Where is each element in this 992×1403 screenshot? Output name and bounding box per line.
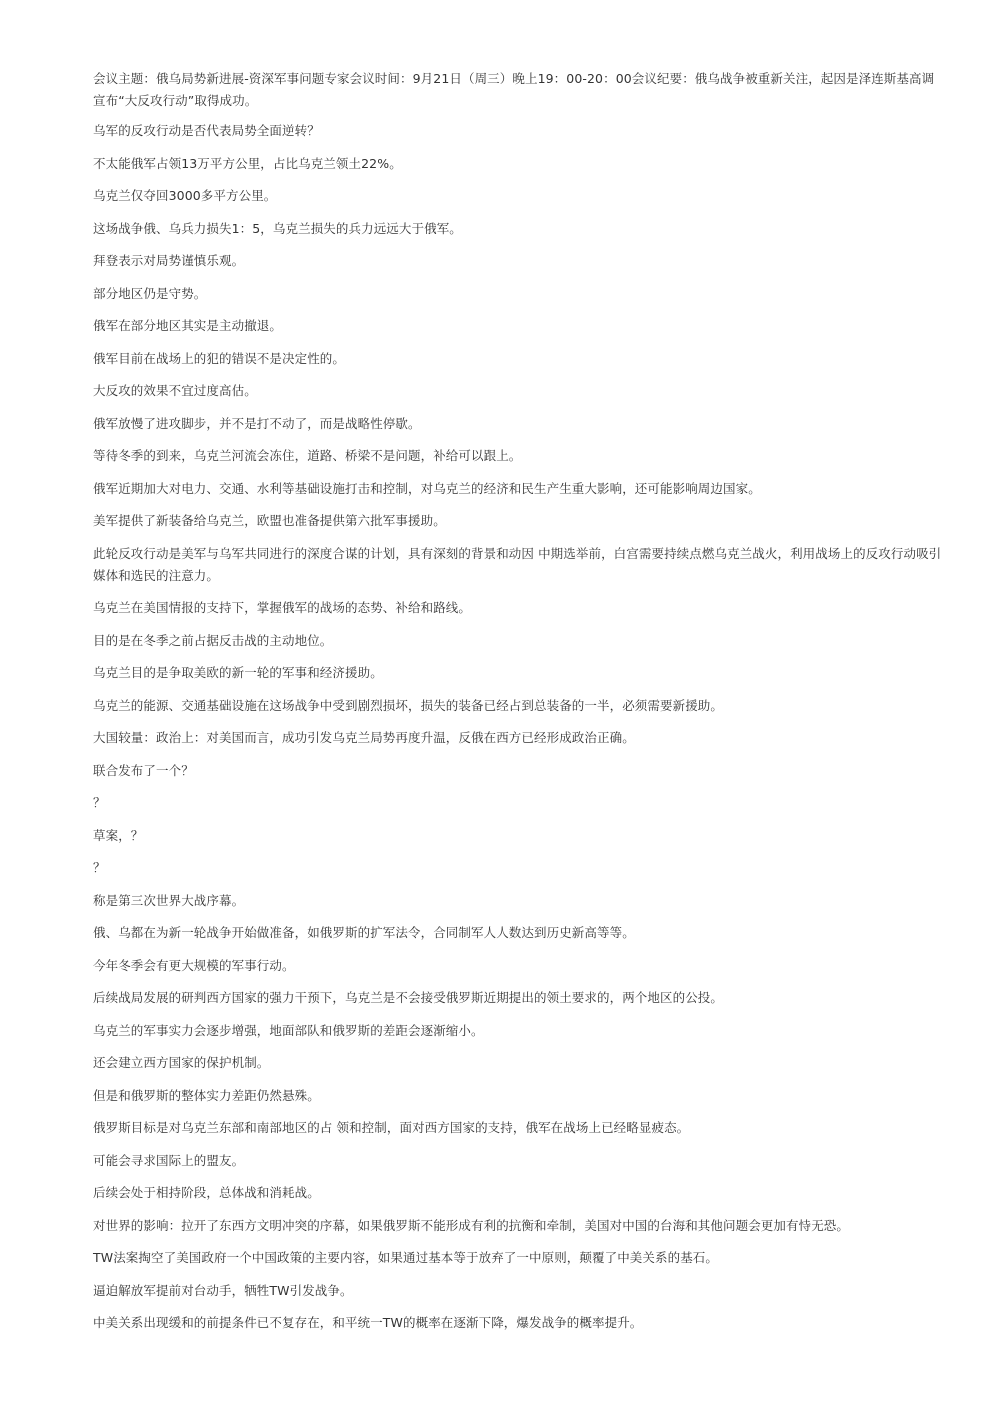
paragraph: 乌克兰的军事实力会逐步增强，地面部队和俄罗斯的差距会逐渐缩小。 bbox=[93, 1022, 484, 1038]
paragraph: 乌克兰在美国情报的支持下，掌握俄军的战场的态势、补给和路线。 bbox=[93, 600, 472, 615]
paragraph: 乌克兰的能源、交通基础设施在这场战争中受到剧烈损坏，损失的装备已经占到总装备的一半，必须需要新援助。 bbox=[93, 697, 724, 713]
paragraph: ？ bbox=[93, 860, 106, 875]
paragraph: 称是第三次世界大战序幕。 bbox=[93, 892, 245, 908]
paragraph: 俄军在部分地区其实是主动撤退。 bbox=[93, 318, 283, 333]
paragraph-meeting-header: 会议主题：俄乌局势新进展-资深军事问题专家会议时间：9月21日（周三）晚上19：00-20：00会议纪要：俄乌战争被重新关注，起因是泽连斯基高调宣布“大反攻行动”取得成功。 bbox=[93, 71, 935, 108]
paragraph: 俄罗斯目标是对乌克兰东部和南部地区的占 领和控制，面对西方国家的支持，俄军在战场上已经略显疲态。 bbox=[93, 1120, 690, 1135]
paragraph: 乌克兰仅夺回3000多平方公里。 bbox=[93, 188, 277, 203]
paragraph: 逼迫解放军提前对台动手，牺牲TW引发战争。 bbox=[93, 1282, 353, 1298]
paragraph: 联合发布了一个？ bbox=[93, 762, 194, 778]
paragraph: 草案，？ bbox=[93, 827, 144, 843]
paragraph: ？ bbox=[93, 795, 106, 810]
paragraph: 美军提供了新装备给乌克兰，欧盟也准备提供第六批军事援助。 bbox=[93, 513, 446, 528]
paragraph: 目的是在冬季之前占据反击战的主动地位。 bbox=[93, 632, 333, 648]
paragraph: 乌军的反攻行动是否代表局势全面逆转？ bbox=[93, 123, 320, 138]
paragraph: 后续会处于相持阶段，总体战和消耗战。 bbox=[93, 1185, 320, 1200]
paragraph: 乌克兰目的是争取美欧的新一轮的军事和经济援助。 bbox=[93, 665, 383, 680]
paragraph: 可能会寻求国际上的盟友。 bbox=[93, 1152, 245, 1168]
paragraph: 后续战局发展的研判西方国家的强力干预下，乌克兰是不会接受俄罗斯近期提出的领土要求的，两个地区的公投。 bbox=[93, 990, 724, 1005]
paragraph: 拜登表示对局势谨慎乐观。 bbox=[93, 253, 245, 268]
paragraph: 大国较量：政治上：对美国而言，成功引发乌克兰局势再度升温，反俄在西方已经形成政治正确。 bbox=[93, 730, 635, 745]
paragraph: 中美关系出现缓和的前提条件已不复存在，和平统一TW的概率在逐渐下降，爆发战争的概率提升。 bbox=[93, 1315, 643, 1330]
paragraph: 还会建立西方国家的保护机制。 bbox=[93, 1055, 270, 1070]
paragraph: 俄军放慢了进攻脚步，并不是打不动了，而是战略性停歇。 bbox=[93, 415, 421, 431]
paragraph: 俄军近期加大对电力、交通、水利等基础设施打击和控制，对乌克兰的经济和民生产生重大影响，还可能影响周边国家。 bbox=[93, 480, 761, 496]
paragraph: 不太能俄军占领13万平方公里，占比乌克兰领土22%。 bbox=[93, 155, 402, 171]
paragraph: 大反攻的效果不宜过度高估。 bbox=[93, 383, 257, 398]
paragraph: TW法案掏空了美国政府一个中国政策的主要内容，如果通过基本等于放弃了一中原则，颠覆了中美关系的基石。 bbox=[93, 1250, 718, 1265]
paragraph: 今年冬季会有更大规模的军事行动。 bbox=[93, 957, 295, 973]
paragraph: 俄、乌都在为新一轮战争开始做准备，如俄罗斯的扩军法令，合同制军人人数达到历史新高等等。 bbox=[93, 925, 635, 940]
paragraph: 这场战争俄、乌兵力损失1：5，乌克兰损失的兵力远远大于俄军。 bbox=[93, 220, 462, 236]
paragraph: 对世界的影响：拉开了东西方文明冲突的序幕，如果俄罗斯不能形成有利的抗衡和牵制，美国对中国的台海和其他问题会更加有恃无恐。 bbox=[93, 1217, 850, 1233]
paragraph: 但是和俄罗斯的整体实力差距仍然悬殊。 bbox=[93, 1087, 320, 1103]
paragraph: 此轮反攻行动是美军与乌军共同进行的深度合谋的计划，具有深刻的背景和动因 中期选举前，白宫需要持续点燃乌克兰战火，利用战场上的反攻行动吸引媒体和选民的注意力。 bbox=[93, 545, 942, 583]
paragraph: 俄军目前在战场上的犯的错误不是决定性的。 bbox=[93, 350, 346, 366]
paragraph: 等待冬季的到来，乌克兰河流会冻住，道路、桥梁不是问题，补给可以跟上。 bbox=[93, 448, 522, 463]
paragraph: 部分地区仍是守势。 bbox=[93, 285, 207, 301]
